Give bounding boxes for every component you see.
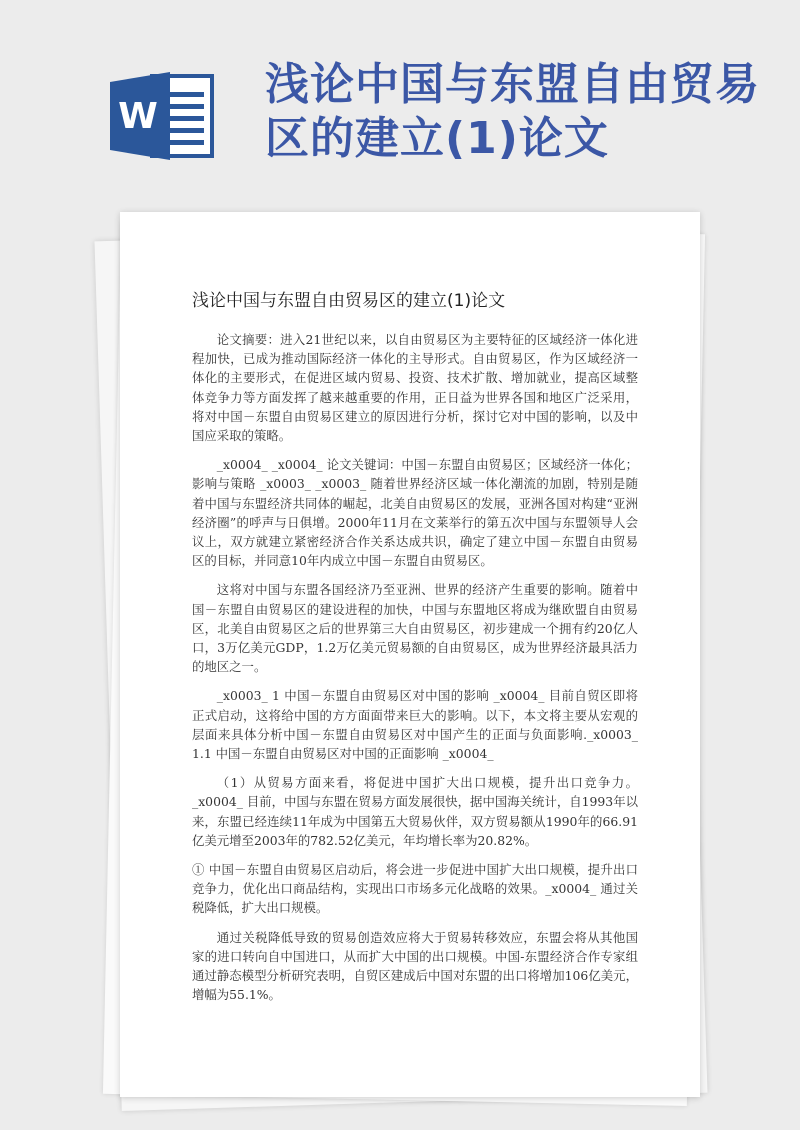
paragraph-tariff: 通过关税降低导致的贸易创造效应将大于贸易转移效应，东盟会将从其他国家的进口转向自中国进口，从而扩大中国的出口规模。中国-东盟经济合作专家组通过静态模型分析研究表明，自贸区建成后中国对东盟的出口将增加106亿美元，增幅为55.1%。 [192,929,638,1003]
paragraph-numbered-1: ① 中国－东盟自由贸易区启动后，将会进一步促进中国扩大出口规模，提升出口竞争力，优化出口商品结构，实现出口市场多元化战略的效果。_x0004_ 通过关税降低，扩大出口规模。 [192,862,638,916]
word-document-icon [108,70,216,162]
paragraph-abstract: 论文摘要：进入21世纪以来，以自由贸易区为主要特征的区域经济一体化进程加快，已成为推动国际经济一体化的主导形式。自由贸易区，作为区域经济一体化的主要形式，在促进区域内贸易、投资、技术扩散、增加就业，提高区域整体竞争力等方面发挥了越来越重要的作用，正日益为世界各国和地区广泛采用，将对中国－东盟自由贸易区建立的原因进行分析，探讨它对中国的影响，以及中国应采取的策略。 [192,332,638,444]
document-page [120,212,700,1097]
banner [0,0,800,205]
document-body [192,330,638,1015]
paragraph-impact: 这将对中国与东盟各国经济乃至亚洲、世界的经济产生重要的影响。随着中国－东盟自由贸易区的建设进程的加快，中国与东盟地区将成为继欧盟自由贸易区，北美自由贸易区之后的世界第三大自由贸易区，初步建成一个拥有约20亿人口，3万亿美元GDP，1.2万亿美元贸易额的自由贸易区，成为世界经济最具活力的地区之一。 [192,582,638,675]
word-icon-letter: W [118,96,158,137]
document-title: 浅论中国与东盟自由贸易区的建立(1)论文 [192,291,506,311]
paragraph-section-1: _x0003_ 1 中国－东盟自由贸易区对中国的影响 _x0004_ 目前自贸区即将正式启动，这将给中国的方方面面带来巨大的影响。以下，本文将主要从宏观的层面来具体分析中国－东盟自由贸易区对中国产生的正面与负面影响._x0003_ 1.1 中国－东盟自由贸易区对中国的正面影响 _x0004_ [192,688,638,762]
banner-title: 浅论中国与东盟自由贸易区的建立(1)论文 [265,59,760,164]
paragraph-keywords: _x0004_ _x0004_ 论文关键词：中国－东盟自由贸易区；区域经济一体化；影响与策略 _x0003_ _x0003_ 随着世界经济区域一体化潮流的加剧，特别是随着中国与东盟经济共同体的崛起，北美自由贸易区的发展，亚洲各国对构建“亚洲经济圈”的呼声与日俱增。2000年11月在文莱举行的第五次中国与东盟领导人会议上，双方就建立紧密经济合作关系达成共识，确定了建立中国－东盟自由贸易区的目标，并同意10年内成立中国－东盟自由贸易区。 [192,457,638,569]
paragraph-trade: （1）从贸易方面来看，将促进中国扩大出口规模，提升出口竞争力。_x0004_ 目前，中国与东盟在贸易方面发展很快，据中国海关统计，自1993年以来，东盟已经连续11年成为中国第五大贸易伙伴，双方贸易额从1990年的66.91亿美元增至2003年的782.52亿美元，年均增长率为20.82%。 [192,775,638,848]
